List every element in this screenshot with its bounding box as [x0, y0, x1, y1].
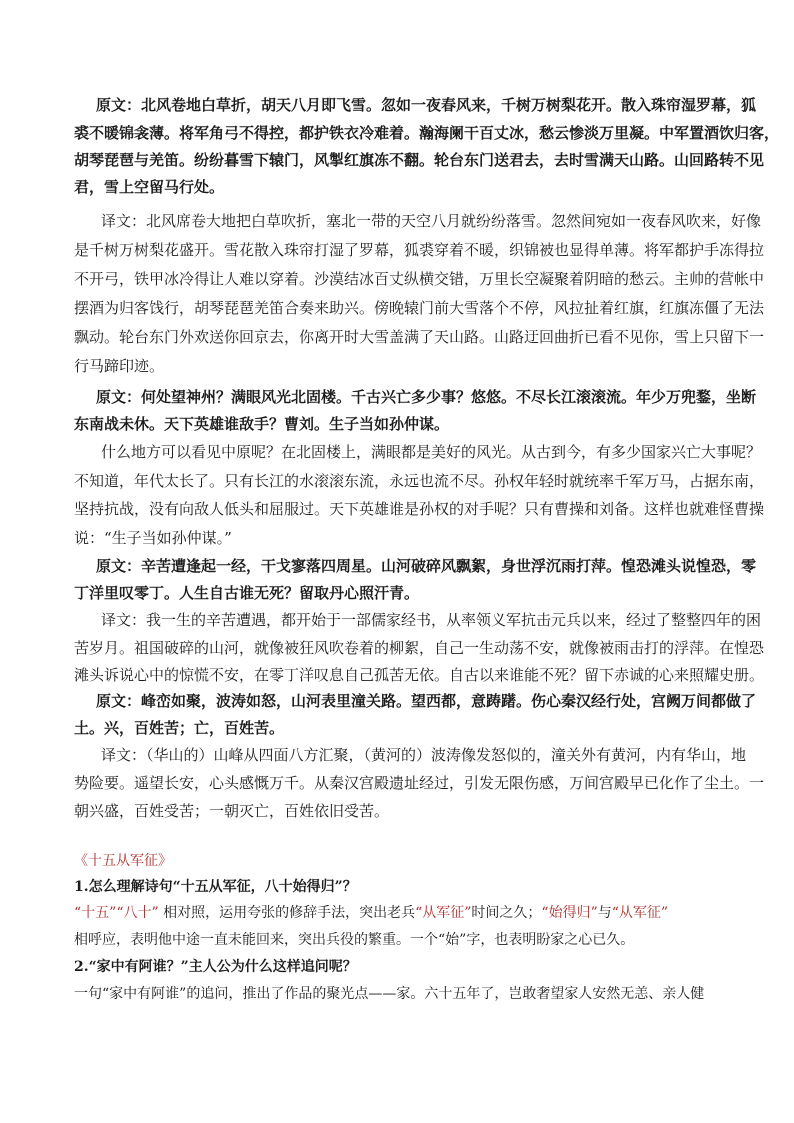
text-line: 朝兴盛，百姓受苦；一朝灭亡，百姓依旧受苦。 — [74, 802, 390, 820]
question-1: 1.怎么理解诗句“十五从军征，八十始得归”？ — [74, 879, 357, 895]
answer-segment: “十五”“八十” — [74, 905, 159, 921]
answer-segment: 相对照，运用夸张的修辞手法，突出老兵 — [158, 905, 416, 921]
text-line: 译文：北风席卷大地把白草吹折，塞北一带的天空八月就纷纷落雪。忽然间宛如一夜春风吹来，好像 — [101, 212, 762, 230]
text-line: 土。兴，百姓苦；亡，百姓苦。 — [74, 719, 285, 737]
text-line: 东南战未休。天下英雄谁敌手？曹刘。生子当如孙仲谋。 — [74, 415, 450, 433]
text-line: 原文：北风卷地白草折，胡天八月即飞雪。忽如一夜春风来，千树万树梨花开。散入珠帘湿罗幕，狐 — [96, 96, 757, 114]
text-line: 说：“生子当如孙仲谋。” — [74, 529, 232, 547]
answer-segment: 时间之久； — [471, 905, 542, 921]
text-line: 是千树万树梨花盛开。雪花散入珠帘打湿了罗幕，狐裘穿着不暖，织锦被也显得单薄。将军都护手冻得拉 — [74, 241, 765, 259]
text-line: 原文：辛苦遭逢起一经，干戈寥落四周星。山河破碎风飘絮，身世浮沉雨打萍。惶恐滩头说惶恐，零 — [96, 557, 757, 575]
text-line: 胡琴琵琶与羌笛。纷纷暮雪下辕门，风掣红旗冻不翻。轮台东门送君去，去时雪满天山路。山回路转不见 — [74, 151, 765, 169]
answer-1-line-1 — [74, 903, 668, 923]
text-line: 不开弓，铁甲冰冷得让人难以穿着。沙漠结冰百丈纵横交错，万里长空凝聚着阴暗的愁云。主帅的营帐中 — [74, 270, 765, 288]
answer-segment: “始得归” — [541, 905, 598, 921]
text-line: 原文：何处望神州？满眼风光北固楼。千古兴亡多少事？悠悠。不尽长江滚滚流。年少万兜鍪，坐断 — [96, 388, 757, 406]
text-line: 译文：我一生的辛苦遭遇，都开始于一部儒家经书，从率领义军抗击元兵以来，经过了整整四年的困 — [101, 611, 762, 629]
text-line: 君，雪上空留马行处。 — [74, 178, 225, 196]
text-line: 苦岁月。祖国破碎的山河，就像被狂风吹卷着的柳絮，自己一生动荡不安，就像被雨击打的浮萍。在惶恐 — [74, 639, 765, 657]
text-line: 行马蹄印迹。 — [74, 357, 165, 375]
answer-2-line-1: 一句“家中有阿谁”的追问，推出了作品的聚光点——家。六十五年了，岂敢奢望家人安然无恙、亲人健 — [74, 986, 705, 1002]
text-line: 原文：峰峦如聚，波涛如怒，山河表里潼关路。望西都，意踌躇。伤心秦汉经行处，宫阙万间都做了 — [96, 692, 757, 710]
answer-segment: “从军征” — [611, 905, 669, 921]
text-line: 飘动。轮台东门外欢送你回京去，你离开时大雪盖满了天山路。山路迂回曲折已看不见你，雪上只留下一 — [74, 328, 765, 346]
answer-segment: “从军征” — [415, 905, 472, 921]
question-2: 2.“家中有阿谁？”主人公为什么这样追问呢？ — [74, 959, 357, 975]
poem-title: 《十五从军征》 — [74, 853, 172, 869]
text-line: 摆酒为归客饯行，胡琴琵琶羌笛合奏来助兴。傍晚辕门前大雪落个不停，风拉扯着红旗，红旗冻僵了无法 — [74, 299, 765, 317]
text-line: 坚持抗战，没有向敌人低头和屈服过。天下英雄谁是孙权的对手呢？只有曹操和刘备。这样也就难怪曹操 — [74, 500, 765, 518]
text-line: 不知道，年代太长了。只有长江的水滚滚东流，永远也流不尽。孙权年轻时就统率千军万马，占据东南， — [74, 472, 765, 490]
text-line: 势险要。遥望长安，心头感慨万千。从秦汉宫殿遗址经过，引发无限伤感，万间宫殿早已化作了尘土。一 — [74, 774, 765, 792]
text-line: 丁洋里叹零丁。人生自古谁无死？留取丹心照汗青。 — [74, 584, 420, 602]
answer-1-line-2: 相呼应，表明他中途一直未能回来，突出兵役的繁重。一个“始”字，也表明盼家之心已久。 — [74, 932, 635, 948]
text-line: 译文：（华山的）山峰从四面八方汇聚，（黄河的）波涛像发怒似的，潼关外有黄河，内有华山，地 — [101, 746, 747, 764]
text-line: 裘不暖锦衾薄。将军角弓不得控，都护铁衣冷难着。瀚海阑干百丈冰，愁云惨淡万里凝。中军置酒饮归客， — [74, 124, 780, 142]
text-line: 滩头诉说心中的惊慌不安，在零丁洋叹息自己孤苦无依。自古以来谁能不死？留下赤诚的心来照耀史册。 — [74, 666, 765, 684]
answer-segment: 与 — [597, 905, 612, 921]
text-line: 什么地方可以看见中原呢？在北固楼上，满眼都是美好的风光。从古到今，有多少国家兴亡大事呢？ — [101, 443, 762, 461]
